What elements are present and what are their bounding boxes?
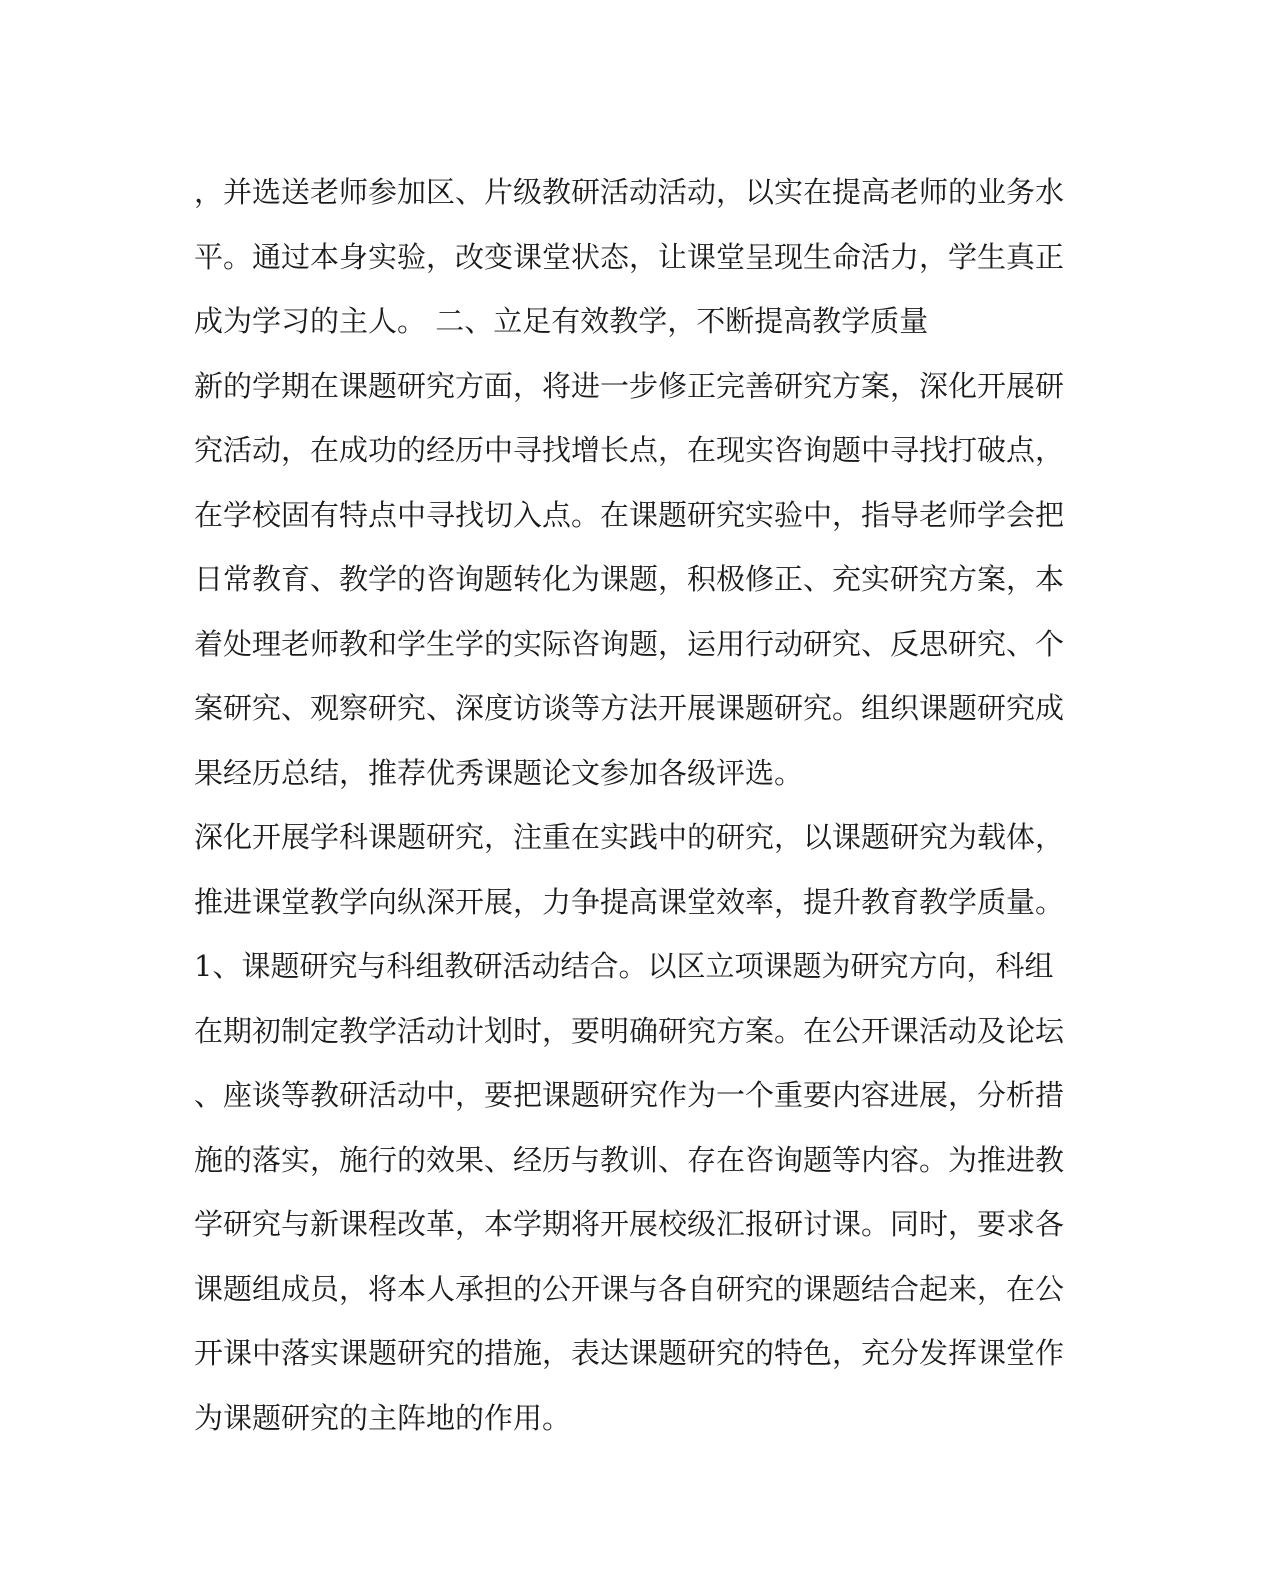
text-line: 施的落实，施行的效果、经历与教训、存在咨询题等内容。为推进教 [194,1142,1064,1177]
text-line: 果经历总结，推荐优秀课题论文参加各级评选。 [194,755,804,790]
text-line: 为课题研究的主阵地的作用。 [194,1400,572,1435]
text-line: 课题组成员，将本人承担的公开课与各自研究的课题结合起来，在公 [194,1271,1064,1306]
text-line: 、座谈等教研活动中，要把课题研究作为一个重要内容进展，分析措 [194,1078,1064,1112]
text-line: 在学校固有特点中寻找切入点。在课题研究实验中，指导老师学会把 [194,497,1064,532]
text-line: 成为学习的主人。 二、立足有效教学，不断提高教学质量 [194,304,929,338]
body-text [194,160,1064,1450]
text-line: 深化开展学科课题研究，注重在实践中的研究，以课题研究为载体， [194,820,1064,854]
text-line: ，并选送老师参加区、片级教研活动活动，以实在提高老师的业务水 [194,175,1064,209]
text-line: 究活动，在成功的经历中寻找增长点，在现实咨询题中寻找打破点， [194,433,1064,467]
text-line: 推进课堂教学向纵深开展，力争提高课堂效率，提升教育教学质量。 [194,884,1064,919]
text-line: 平。通过本身实验，改变课堂状态，让课堂呈现生命活力，学生真正 [194,239,1064,274]
text-line: 着处理老师教和学生学的实际咨询题，运用行动研究、反思研究、个 [194,626,1064,661]
text-line: 开课中落实课题研究的措施，表达课题研究的特色，充分发挥课堂作 [194,1336,1064,1370]
text-line: 新的学期在课题研究方面，将进一步修正完善研究方案，深化开展研 [194,368,1064,403]
text-line: 案研究、观察研究、深度访谈等方法开展课题研究。组织课题研究成 [194,691,1064,725]
text-line: 1、课题研究与科组教研活动结合。以区立项课题为研究方向，科组 [194,949,1054,983]
text-line: 日常教育、教学的咨询题转化为课题，积极修正、充实研究方案，本 [194,562,1064,596]
text-line: 在期初制定教学活动计划时，要明确研究方案。在公开课活动及论坛 [194,1013,1064,1048]
text-line: 学研究与新课程改革，本学期将开展校级汇报研讨课。同时，要求各 [194,1207,1064,1241]
